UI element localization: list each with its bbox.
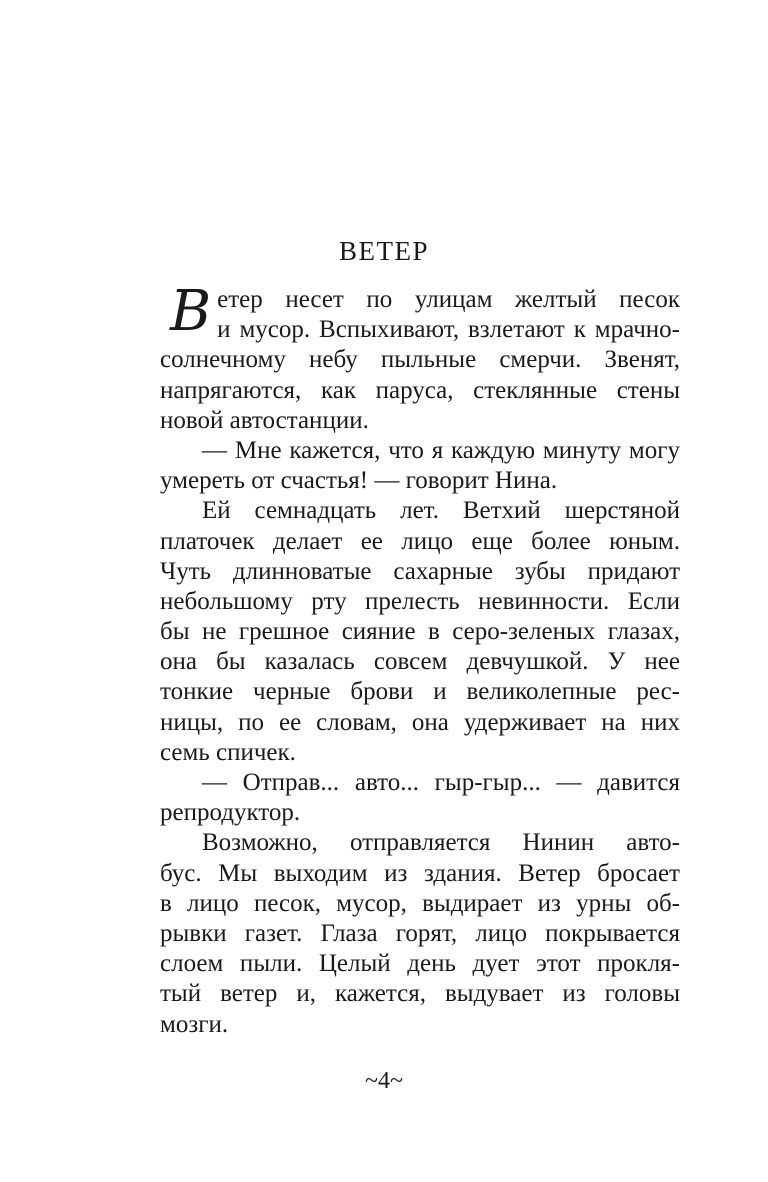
text-line: репродуктор. xyxy=(160,799,301,827)
text-line: бы не грешное сияние в серо-зеленых глазах, xyxy=(160,618,680,646)
text-line: Возможно, отправляется Нинин авто- xyxy=(202,829,680,857)
text-line: напрягаются, как паруса, стеклянные стены xyxy=(160,376,680,404)
text-line: тый ветер и, кажется, выдувает из головы xyxy=(160,980,680,1008)
text-line: платочек делает ее лицо еще более юным. xyxy=(160,527,680,555)
page-number: ~4~ xyxy=(365,1068,403,1094)
text-line: слоем пыли. Целый день дует этот прокля- xyxy=(160,950,680,978)
text-line: семь спичек. xyxy=(160,738,296,766)
text-line: Ей семнадцать лет. Ветхий шерстяной xyxy=(202,497,680,525)
text-line: новой автостанции. xyxy=(160,406,369,434)
drop-cap: В xyxy=(170,279,212,344)
text-line: умереть от счастья! — говорит Нина. xyxy=(160,467,558,495)
text-line: в лицо песок, мусор, выдирает из урны об- xyxy=(160,889,680,917)
text-line: она бы казалась совсем девчушкой. У нее xyxy=(160,648,680,676)
text-line: солнечному небу пыльные смерчи. Звенят, xyxy=(160,346,680,374)
text-line: мозги. xyxy=(160,1010,229,1038)
text-line: — Мне кажется, что я каждую минуту могу xyxy=(202,436,680,464)
chapter-title: ВЕТЕР xyxy=(338,236,429,266)
text-line: тонкие черные брови и великолепные рес- xyxy=(160,678,680,706)
text-line: — Отправ... авто... гыр-гыр... — давится xyxy=(202,769,680,796)
text-line: небольшому рту прелесть невинности. Если xyxy=(160,587,680,615)
text-line: рывки газет. Глаза горят, лицо покрывается xyxy=(160,919,680,947)
text-line: и мусор. Вспыхивают, взлетают к мрачно- xyxy=(217,316,680,344)
text-line: Чуть длинноватые сахарные зубы придают xyxy=(160,557,680,585)
text-line-content: етер несет по улицам желтый песок xyxy=(217,286,680,313)
body-text xyxy=(160,279,680,1040)
text-line: ницы, по ее словам, она удерживает на них xyxy=(160,708,680,736)
text-line: бус. Мы выходим из здания. Ветер бросает xyxy=(160,859,680,887)
